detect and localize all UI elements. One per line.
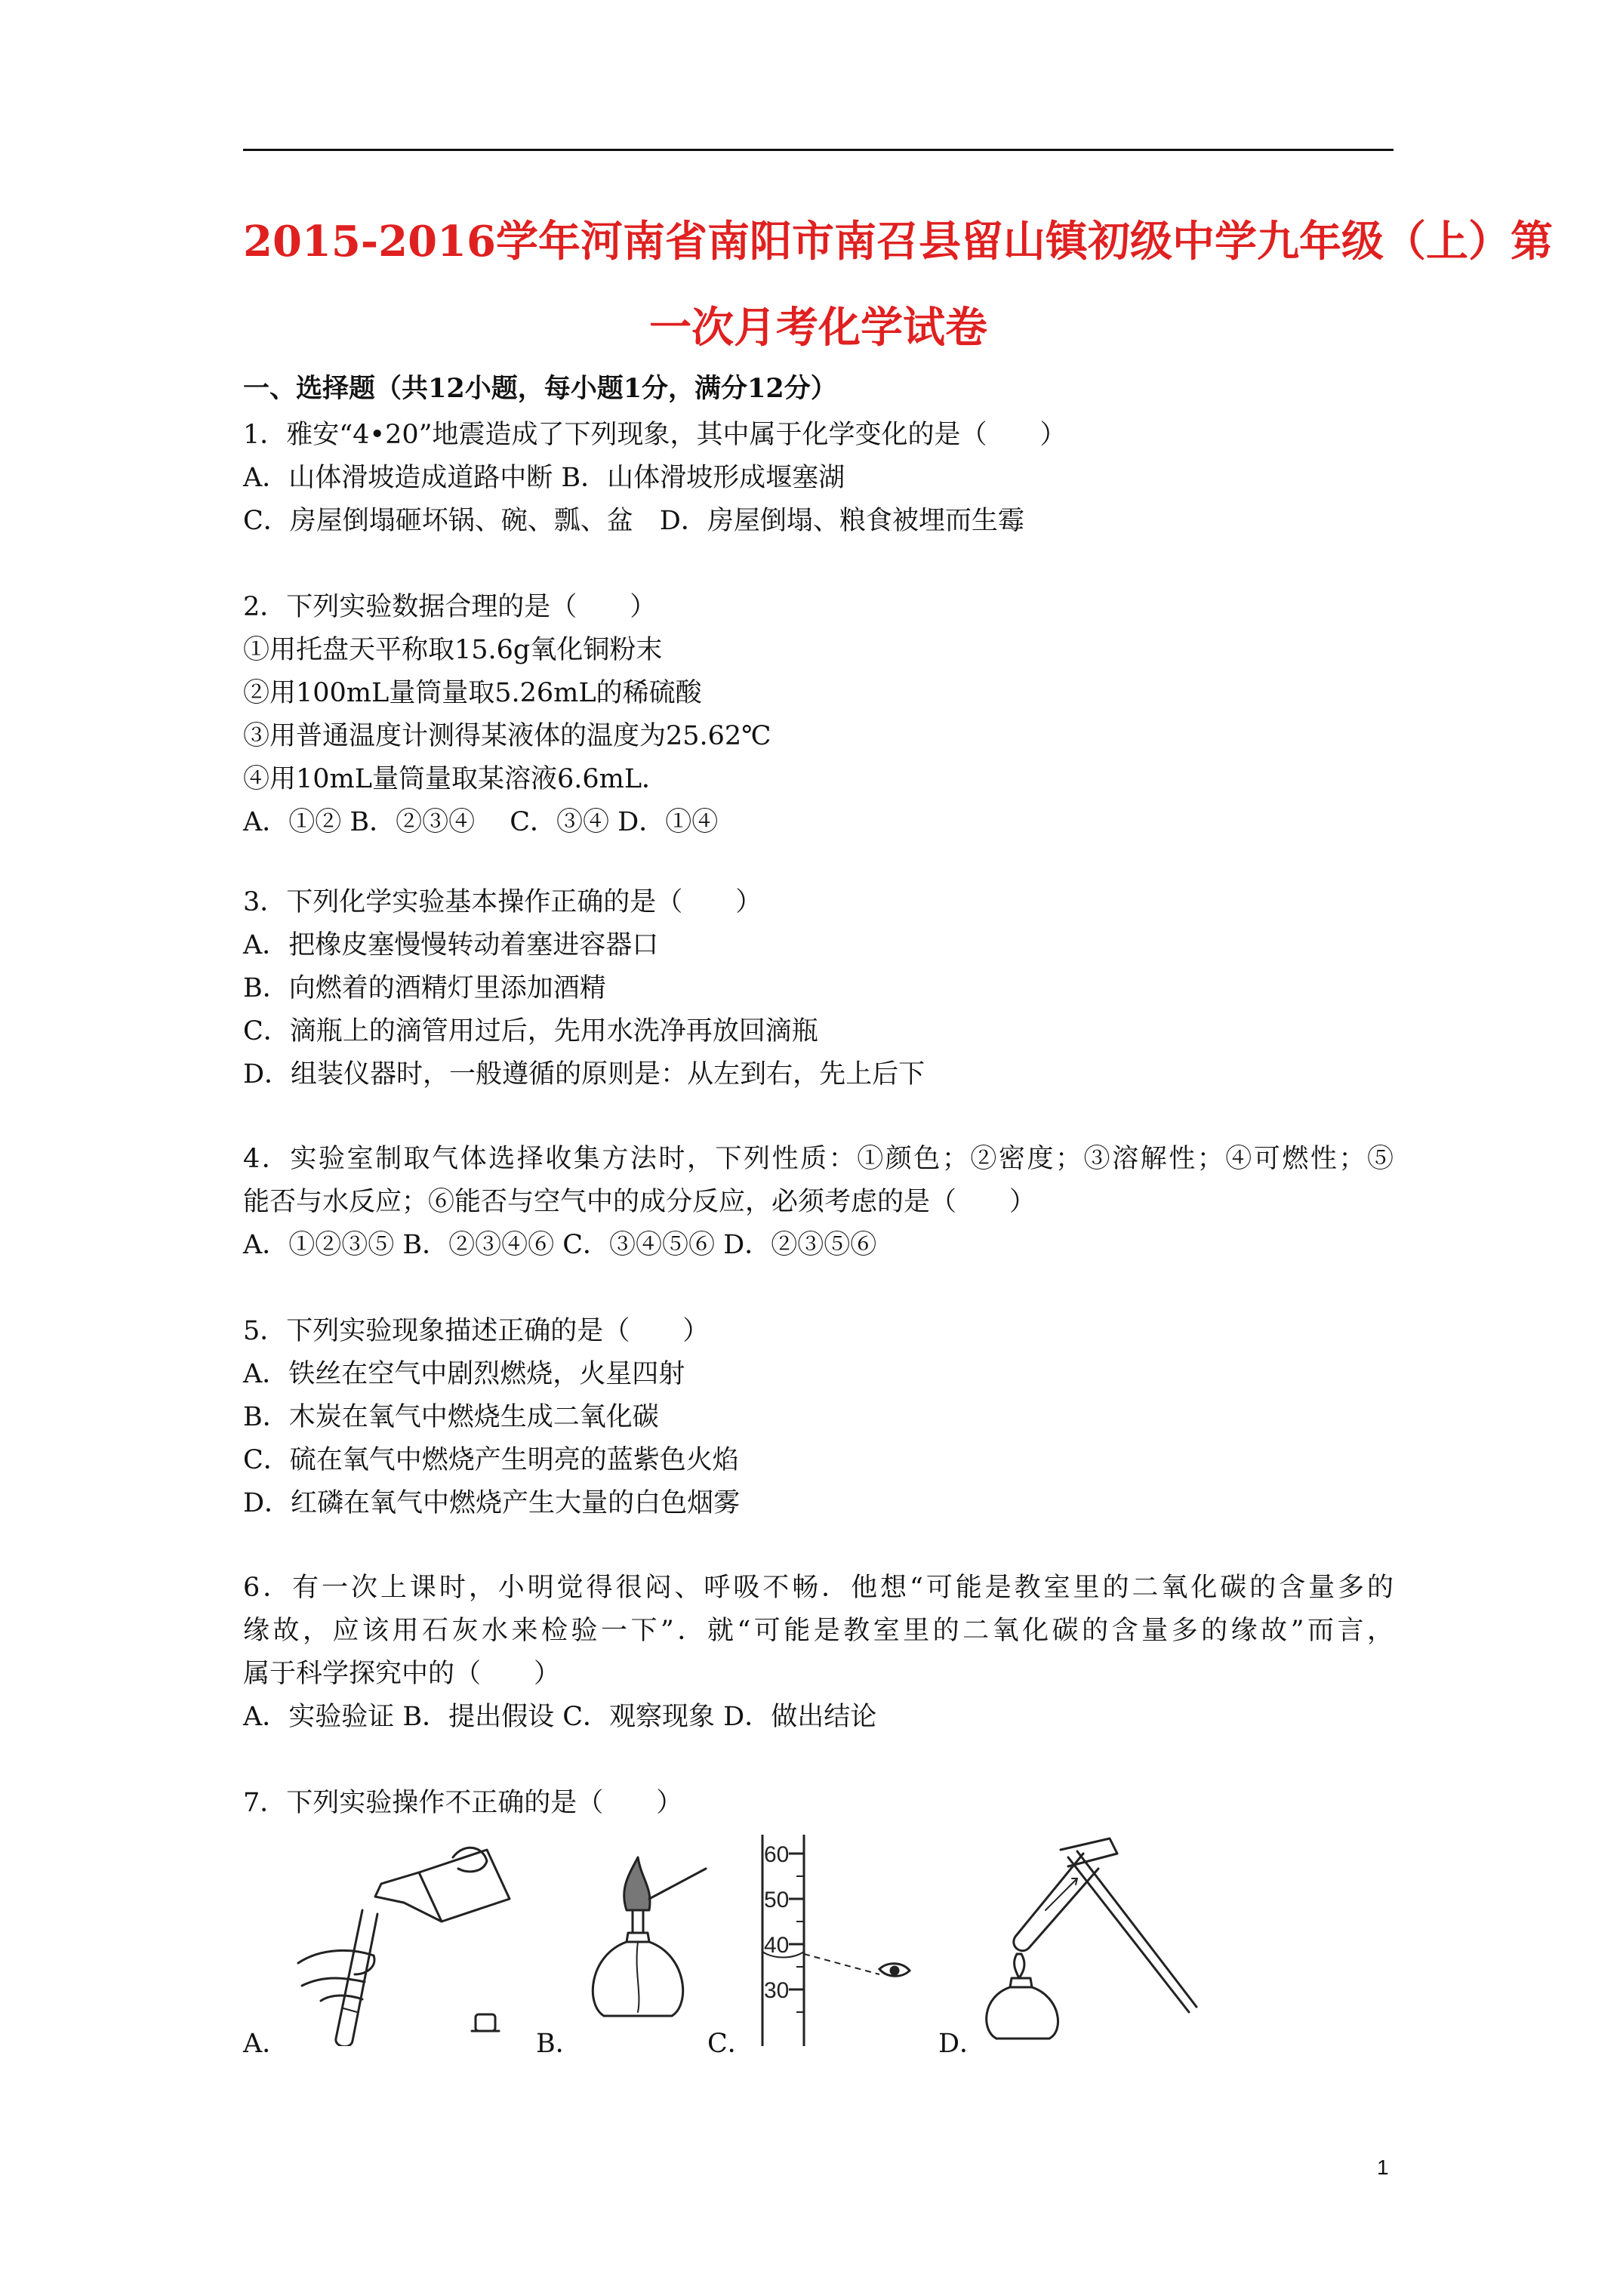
question-6 (243, 1567, 1394, 1739)
question-line: 3．下列化学实验基本操作正确的是（ ） (243, 887, 762, 917)
question-1 (243, 414, 1394, 543)
statement-line: ③用普通温度计测得某液体的温度为25.62℃ (243, 721, 771, 751)
option-line: D．组装仪器时，一般遵循的原则是：从左到右，先上后下 (243, 1059, 925, 1089)
statement-line: ④用10mL量筒量取某溶液6.6mL． (243, 764, 669, 794)
option-line: A．山体滑坡造成道路中断 B．山体滑坡形成堰塞湖 (243, 463, 845, 493)
figure-label-c: C． (707, 2029, 754, 2059)
option-line: C．滴瓶上的滴管用过后，先用水洗净再放回滴瓶 (243, 1016, 818, 1046)
option-line: C．硫在氧气中燃烧产生明亮的蓝紫色火焰 (243, 1445, 739, 1475)
figure-label-b: B． (536, 2029, 582, 2059)
question-2 (243, 586, 1394, 844)
question-4 (243, 1138, 1394, 1267)
header-rule (243, 149, 1394, 151)
question-line: 1．雅安“4•20”地震造成了下列现象，其中属于化学变化的是（ ） (243, 420, 1067, 450)
option-line: A．铁丝在空气中剧烈燃烧，火星四射 (243, 1359, 685, 1389)
option-line: A．实验验证 B．提出假设 C．观察现象 D．做出结论 (243, 1702, 877, 1732)
question-7 (243, 1782, 1394, 1825)
figure-d-heating-test-tube (978, 1827, 1204, 2046)
question-line: 6．有一次上课时，小明觉得很闷、呼吸不畅．他想“可能是教室里的二氧化碳的含量多的 (243, 1573, 1394, 1603)
question-line: 属于科学探究中的（ ） (243, 1659, 561, 1689)
figure-b-lighting-alcohol-lamp (574, 1827, 725, 2046)
question-line: 5．下列实验现象描述正确的是（ ） (243, 1316, 710, 1346)
cylinder-tick-label: 60 (764, 1842, 790, 1867)
option-line: D．红磷在氧气中燃烧产生大量的白色烟雾 (243, 1488, 741, 1518)
option-line: A．①② B．②③④ C．③④ D．①④ (243, 807, 719, 837)
page-number: 1 (1377, 2156, 1389, 2179)
figure-c-reading-cylinder (747, 1827, 921, 2046)
figure-label-a: A． (243, 2029, 289, 2059)
page-title-line-2: 一次月考化学试卷 (649, 303, 987, 353)
figure-a-pouring-liquid (291, 1827, 517, 2046)
question-line: 4．实验室制取气体选择收集方法时，下列性质：①颜色；②密度；③溶解性；④可燃性；⑤ (243, 1144, 1394, 1174)
question-line: 2．下列实验数据合理的是（ ） (243, 592, 657, 622)
option-line: A．①②③⑤ B．②③④⑥ C．③④⑤⑥ D．②③⑤⑥ (243, 1230, 877, 1260)
cylinder-tick-label: 50 (764, 1888, 790, 1912)
option-line: B．向燃着的酒精灯里添加酒精 (243, 973, 606, 1003)
statement-line: ②用100mL量筒量取5.26mL的稀硫酸 (243, 678, 702, 708)
option-line: C．房屋倒塌砸坏锅、碗、瓢、盆 D．房屋倒塌、粮食被埋而生霉 (243, 506, 1024, 536)
option-line: B．木炭在氧气中燃烧生成二氧化碳 (243, 1402, 659, 1432)
figure-label-d: D． (938, 2029, 987, 2059)
question-line: 缘故，应该用石灰水来检验一下”．就“可能是教室里的二氧化碳的含量多的缘故”而言， (243, 1616, 1394, 1646)
question-5 (243, 1310, 1394, 1525)
section-heading: 一、选择题（共12小题，每小题1分，满分12分） (243, 373, 837, 404)
cylinder-tick-label: 40 (764, 1933, 790, 1958)
question-line: 能否与水反应；⑥能否与空气中的成分反应，必须考虑的是（ ） (243, 1187, 1036, 1217)
statement-line: ①用托盘天平称取15.6g氧化铜粉末 (243, 635, 663, 665)
question-line: 7．下列实验操作不正确的是（ ） (243, 1788, 683, 1818)
option-line: A．把橡皮塞慢慢转动着塞进容器口 (243, 930, 659, 960)
question-3 (243, 881, 1394, 1096)
cylinder-tick-label: 30 (764, 1978, 790, 2003)
page-title-line-1: 2015-2016学年河南省南阳市南召县留山镇初级中学九年级（上）第 (243, 217, 1553, 267)
